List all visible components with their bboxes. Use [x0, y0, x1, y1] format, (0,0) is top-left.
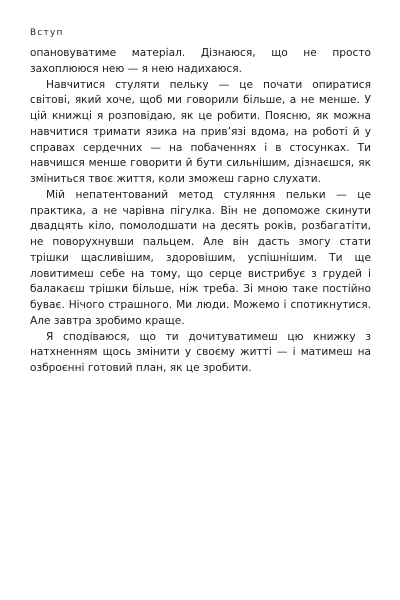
running-head: Вступ: [30, 28, 64, 38]
paragraph: Мій непатентований метод стуляння пельки — це практика, а не чарівна пігулка. Він не допоможе скинути двадцять кіло, помолодшати на десять років, розбагатіти, не поворухнувши пальцем. Але він дасть змогу стати трішки щасливішим, здоровішим, успішнішим. Ти ще ловитимеш себе на тому, що серце вистрибує з грудей і балакаєш трішки більше, ніж треба. Зі мною таке постійно буває. Нічого страшного. Ми люди. Можемо і спотикнутися. Але завтра зробимо краще.: [30, 188, 371, 327]
paragraph: Я сподіваюся, що ти дочитуватимеш цю книжку з натхненням щось змінити у своєму житті — і матимеш на озброєнні готовий план, як це зробити.: [30, 330, 371, 374]
paragraph-continuation: опановуватиме матеріал. Дізнаюся, що не просто захоплююся нею — я нею надихаюся.: [30, 47, 371, 75]
paragraph: Навчитися стуляти пельку — це почати опиратися світові, який хоче, щоб ми говорили більше, а не менше. У цій книжці я розповідаю, як це робити. Поясню, як можна навчитися тримати язика на прив’язі вдома, на роботі й у справах сердечних — на побаченнях і в стосунках. Ти навчишся менше говорити й бути сильнішим, дізнаєшся, як зміниться твоє життя, коли зможеш гарно слухати.: [30, 78, 371, 185]
body-text: [30, 46, 371, 377]
